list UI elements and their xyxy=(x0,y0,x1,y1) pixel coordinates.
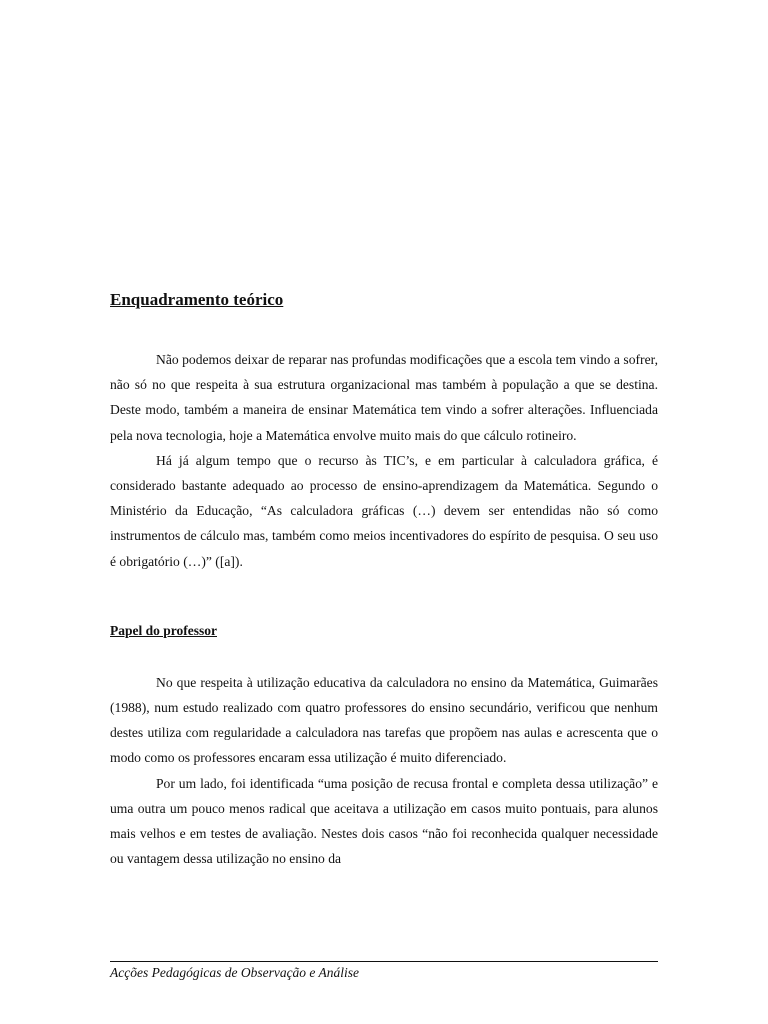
paragraph: Não podemos deixar de reparar nas profundas modificações que a escola tem vindo a sofrer, não só no que respeita à sua estrutura organizacional mas também à população a que se destina. Deste modo, também a maneira de ensinar Matemática tem vindo a sofrer alterações. Influenciada pela nova tecnologia, hoje a Matemática envolve muito mais do que cálculo rotineiro. xyxy=(110,352,658,443)
page-body xyxy=(110,288,658,871)
paragraph: Por um lado, foi identificada “uma posição de recusa frontal e completa dessa utilização” e uma outra um pouco menos radical que aceitava a utilização em casos muito pontuais, para alunos mais velhos e em testes de avaliação. Nestes dois casos “não foi reconhecida qualquer necessidade ou vantagem dessa utilização no ensino da xyxy=(110,775,658,867)
section-heading-papel-do-professor: Papel do professor xyxy=(110,622,217,638)
page-footer: Acções Pedagógicas de Observação e Análise xyxy=(110,961,658,982)
paragraph: No que respeita à utilização educativa da calculadora no ensino da Matemática, Guimarães (1988), num estudo realizado com quatro professores do ensino secundário, verificou que nenhum destes utiliza com regularidade a calculadora nas tarefas que propõem nas aulas e acrescenta que o modo como os professores encaram essa utilização é muito diferenciado. xyxy=(110,674,658,766)
paragraph: Há já algum tempo que o recurso às TIC’s, e em particular à calculadora gráfica, é considerado bastante adequado ao processo de ensino-aprendizagem da Matemática. Segundo o Ministério da Educação, “As calculadora gráficas (…) devem ser entendidas não só como instrumentos de cálculo mas, também como meios incentivadores do espírito de pesquisa. O seu uso é obrigatório (…)” ([a]). xyxy=(110,452,658,569)
section-heading-enquadramento: Enquadramento teórico xyxy=(110,290,284,309)
